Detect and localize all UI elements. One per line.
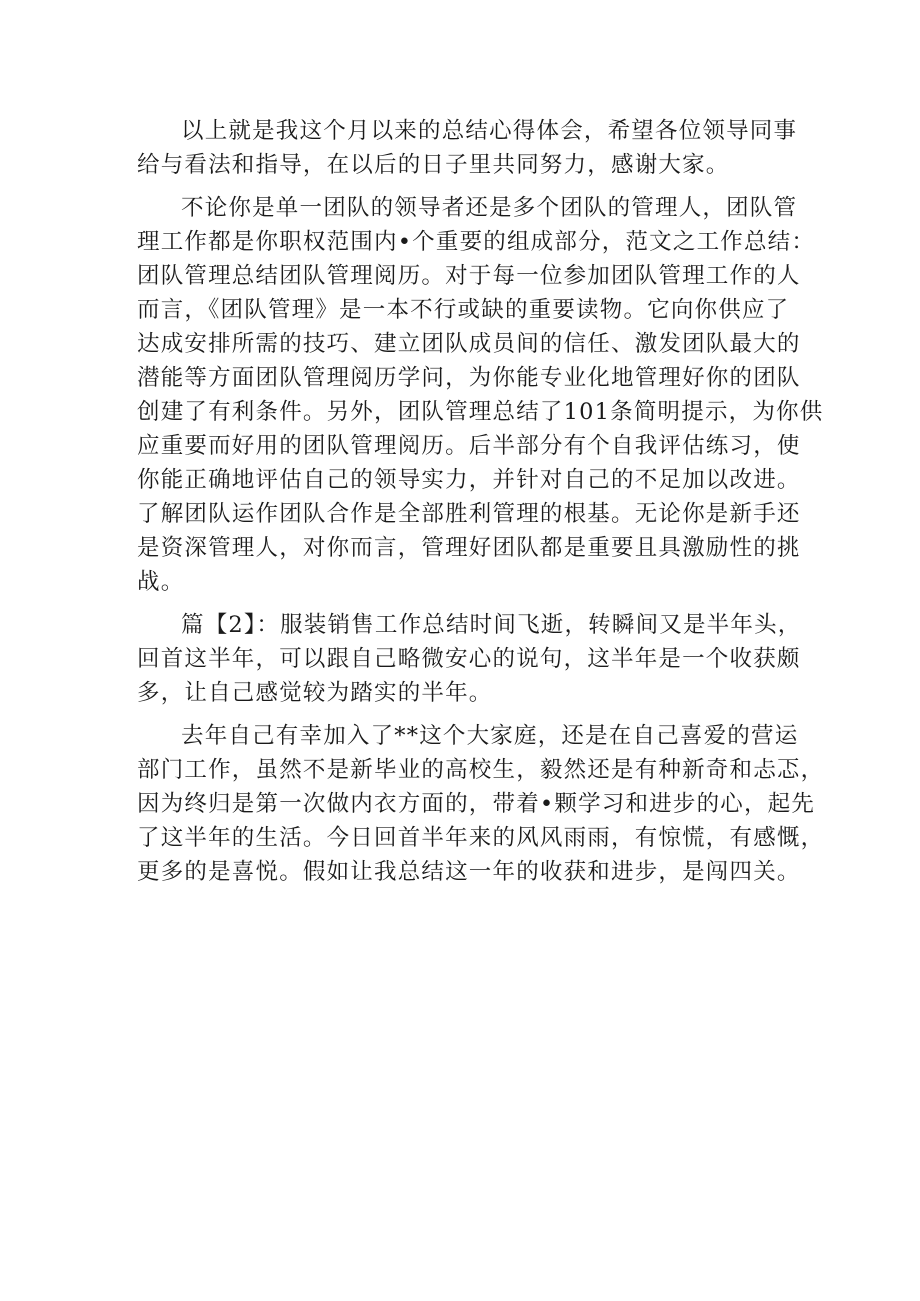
- text-line: 篇【2】：服装销售工作总结时间飞逝，转瞬间又是半年头，: [181, 612, 802, 638]
- text-line: 更多的是喜悦。假如让我总结这一年的收获和进步，是闯四关。: [137, 859, 801, 885]
- paragraph-1: [137, 114, 797, 182]
- text-line: 达成安排所需的技巧、建立团队成员间的信任、激发团队最大的: [137, 331, 801, 357]
- text-line: 理工作都是你职权范围内•个重要的组成部分，范文之工作总结：: [137, 229, 816, 255]
- paragraph-4: [137, 719, 825, 889]
- text-line: 部门工作，虽然不是新毕业的高校生，毅然还是有种新奇和忐忑，: [137, 757, 825, 783]
- text-line: 回首这半年，可以跟自己略微安心的说句，这半年是一个收获颇: [137, 646, 801, 672]
- document-body: [137, 114, 825, 889]
- text-line: 创建了有利条件。另外，团队管理总结了101条简明提示，为你供: [137, 399, 824, 425]
- text-line: 因为终归是第一次做内衣方面的，带着•颗学习和进步的心，起先: [137, 791, 816, 817]
- text-line: 给与看法和指导，在以后的日子里共同努力，感谢大家。: [137, 152, 730, 178]
- text-line: 了解团队运作团队合作是全部胜利管理的根基。无论你是新手还: [137, 501, 801, 527]
- text-line: 去年自己有幸加入了**这个大家庭，还是在自己喜爱的营运: [181, 723, 799, 749]
- text-line: 了这半年的生活。今日回首半年来的风风雨雨，有惊慌，有感慨，: [137, 825, 825, 851]
- paragraph-2: [137, 191, 824, 599]
- text-line: 战。: [137, 569, 185, 595]
- text-line: 而言，《团队管理》是一本不行或缺的重要读物。它向你供应了: [137, 297, 790, 323]
- paragraph-3: [137, 608, 802, 710]
- text-line: 应重要而好用的团队管理阅历。后半部分有个自我评估练习，使: [137, 433, 801, 459]
- text-line: 以上就是我这个月以来的总结心得体会，希望各位领导同事: [181, 118, 798, 144]
- text-line: 多，让自己感觉较为踏实的半年。: [137, 680, 493, 706]
- text-line: 你能正确地评估自己的领导实力，并针对自己的不足加以改进。: [137, 467, 801, 493]
- text-line: 是资深管理人，对你而言，管理好团队都是重要且具激励性的挑: [137, 535, 801, 561]
- text-line: 不论你是单一团队的领导者还是多个团队的管理人，团队管: [181, 195, 798, 221]
- text-line: 团队管理总结团队管理阅历。对于每一位参加团队管理工作的人: [137, 263, 801, 289]
- text-line: 潜能等方面团队管理阅历学问，为你能专业化地管理好你的团队: [137, 365, 801, 391]
